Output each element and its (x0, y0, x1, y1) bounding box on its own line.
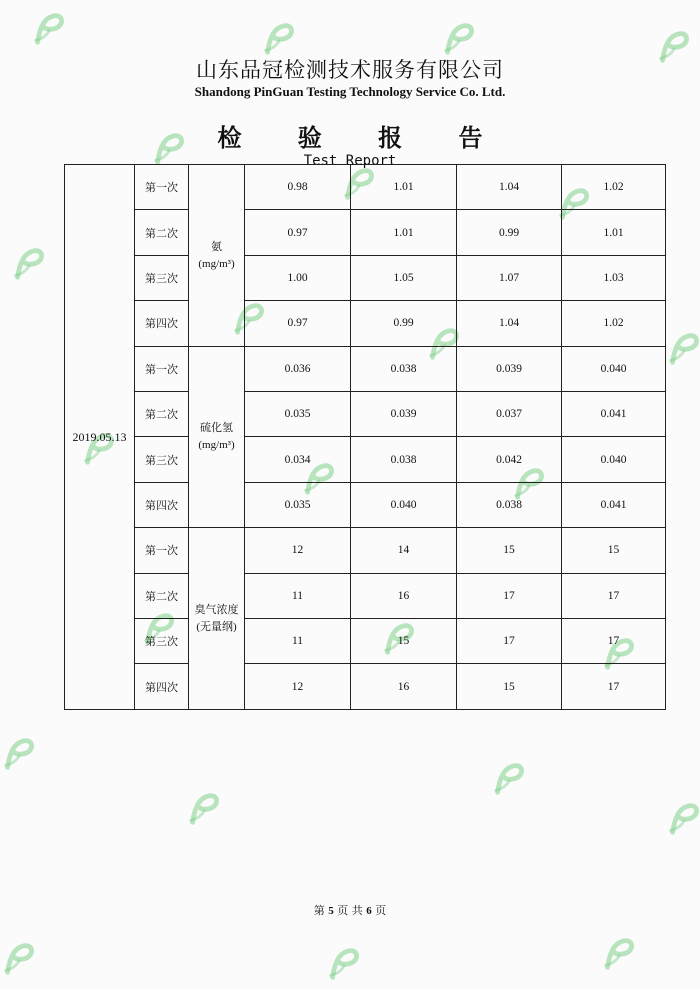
value-cell: 0.040 (562, 437, 666, 482)
item-unit: (mg/m³) (198, 257, 235, 270)
value-cell: 1.04 (457, 165, 562, 210)
logo-watermark-icon (10, 245, 48, 283)
round-label: 第四次 (135, 664, 189, 710)
value-cell: 14 (351, 528, 457, 573)
company-name-en: Shandong PinGuan Testing Technology Service Co. Ltd. (194, 84, 506, 99)
logo-watermark-icon (490, 760, 528, 798)
item-name: 氨 (211, 239, 222, 253)
sampling-date: 2019.05.13 (65, 165, 135, 710)
value-cell: 17 (457, 573, 562, 618)
page-mid: 页 共 (337, 904, 363, 917)
value-cell: 0.038 (351, 437, 457, 482)
value-cell: 1.02 (562, 165, 666, 210)
value-cell: 0.042 (457, 437, 562, 482)
value-cell: 0.97 (245, 210, 351, 255)
value-cell: 1.04 (457, 301, 562, 346)
value-cell: 0.99 (457, 210, 562, 255)
value-cell: 0.036 (245, 346, 351, 391)
report-subtitle: Test Report (303, 153, 397, 169)
value-cell: 15 (351, 619, 457, 664)
round-label: 第四次 (135, 301, 189, 346)
value-cell: 16 (351, 664, 457, 710)
value-cell: 15 (562, 528, 666, 573)
value-cell: 0.99 (351, 301, 457, 346)
test-item-hydrogen-sulfide (189, 346, 245, 528)
item-name: 硫化氢 (200, 421, 233, 435)
page-prefix: 第 (313, 904, 325, 917)
value-cell: 0.97 (245, 301, 351, 346)
logo-watermark-icon (600, 935, 638, 973)
value-cell: 1.00 (245, 255, 351, 300)
company-name-cn: 山东品冠检测技术服务有限公司 (196, 58, 504, 82)
value-cell: 16 (351, 573, 457, 618)
logo-watermark-icon (260, 20, 298, 58)
value-cell: 0.038 (351, 346, 457, 391)
round-label: 第三次 (135, 437, 189, 482)
page-suffix: 页 (375, 904, 387, 917)
logo-watermark-icon (0, 940, 38, 978)
value-cell: 0.035 (245, 392, 351, 437)
round-label: 第二次 (135, 210, 189, 255)
value-cell: 0.035 (245, 482, 351, 527)
value-cell: 1.01 (351, 165, 457, 210)
test-item-odor-concentration (189, 528, 245, 710)
value-cell: 0.034 (245, 437, 351, 482)
logo-watermark-icon (30, 10, 68, 48)
round-label: 第二次 (135, 392, 189, 437)
value-cell: 15 (457, 664, 562, 710)
value-cell: 1.01 (351, 210, 457, 255)
logo-watermark-icon (665, 800, 700, 838)
value-cell: 17 (562, 573, 666, 618)
round-label: 第一次 (135, 528, 189, 573)
value-cell: 0.040 (562, 346, 666, 391)
current-page: 5 (328, 905, 334, 917)
logo-watermark-icon (440, 20, 478, 58)
logo-watermark-icon (0, 735, 38, 773)
logo-watermark-icon (665, 330, 700, 368)
round-label: 第二次 (135, 573, 189, 618)
value-cell: 0.98 (245, 165, 351, 210)
value-cell: 0.039 (457, 346, 562, 391)
value-cell: 17 (457, 619, 562, 664)
test-item-ammonia (189, 165, 245, 347)
value-cell: 0.041 (562, 392, 666, 437)
value-cell: 12 (245, 664, 351, 710)
logo-watermark-icon (325, 945, 363, 983)
logo-watermark-icon (185, 790, 223, 828)
value-cell: 1.07 (457, 255, 562, 300)
round-label: 第一次 (135, 346, 189, 391)
value-cell: 1.03 (562, 255, 666, 300)
value-cell: 12 (245, 528, 351, 573)
value-cell: 17 (562, 619, 666, 664)
value-cell: 0.038 (457, 482, 562, 527)
round-label: 第三次 (135, 619, 189, 664)
round-label: 第三次 (135, 255, 189, 300)
report-title: 检 验 报 告 (217, 124, 507, 152)
value-cell: 1.01 (562, 210, 666, 255)
item-unit: (无量纲) (196, 621, 237, 634)
test-results-table (64, 164, 666, 710)
page-number (0, 902, 700, 918)
value-cell: 0.039 (351, 392, 457, 437)
value-cell: 17 (562, 664, 666, 710)
total-pages: 6 (366, 905, 372, 917)
value-cell: 0.040 (351, 482, 457, 527)
item-unit: (mg/m³) (198, 439, 235, 452)
value-cell: 0.041 (562, 482, 666, 527)
round-label: 第一次 (135, 165, 189, 210)
value-cell: 1.02 (562, 301, 666, 346)
value-cell: 11 (245, 619, 351, 664)
value-cell: 15 (457, 528, 562, 573)
round-label: 第四次 (135, 482, 189, 527)
value-cell: 1.05 (351, 255, 457, 300)
value-cell: 0.037 (457, 392, 562, 437)
item-name: 臭气浓度 (194, 603, 239, 617)
value-cell: 11 (245, 573, 351, 618)
